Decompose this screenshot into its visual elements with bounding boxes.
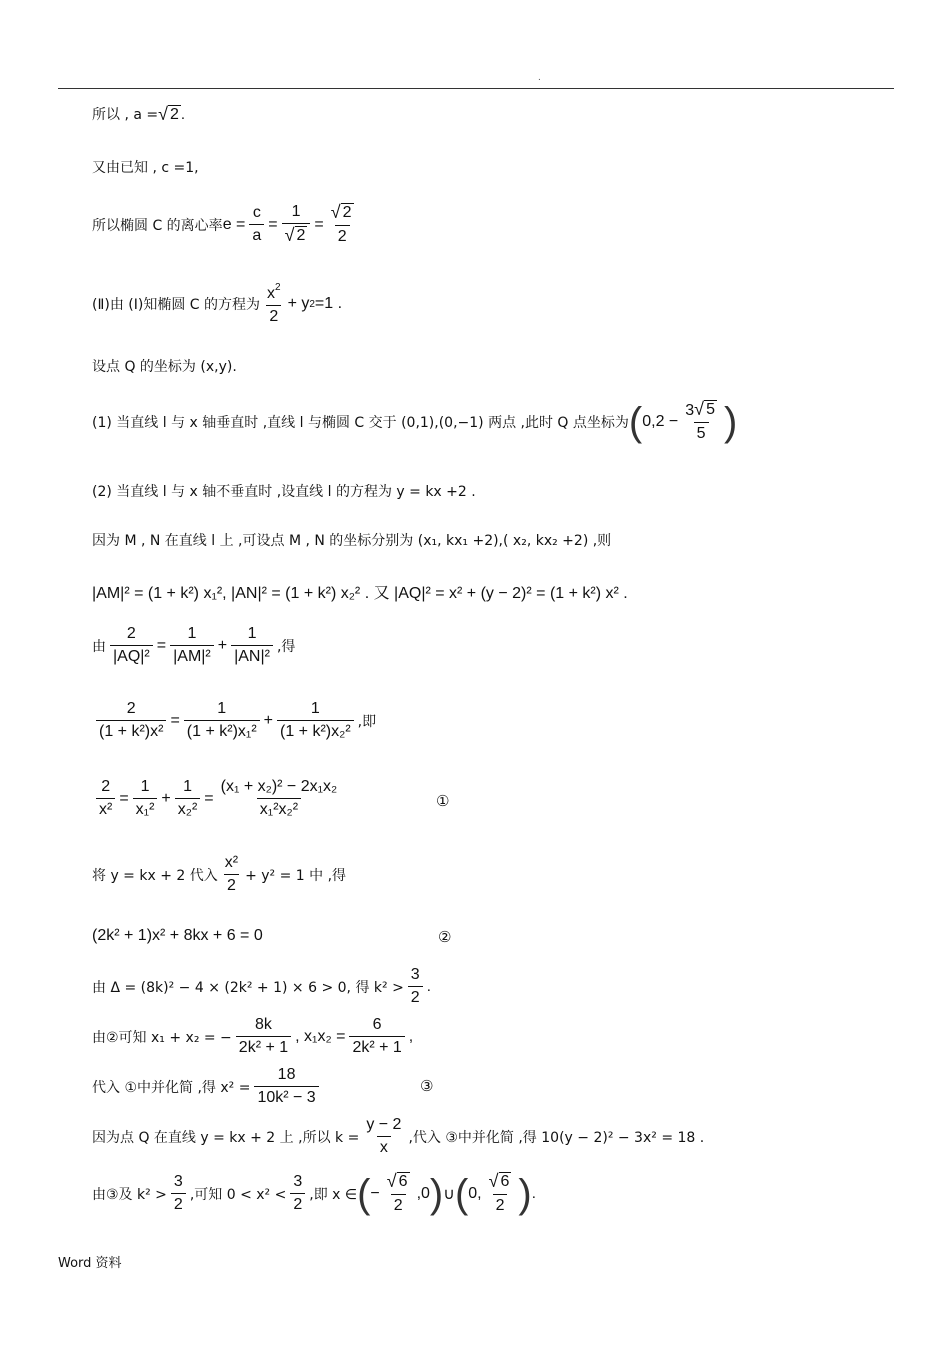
l4-end: =1 . [314, 295, 343, 312]
line-substituted-relation [92, 700, 376, 741]
l17-pre: 代入 ①中并化简 ,得 x² = [92, 1079, 251, 1096]
l3-eq1: = [268, 215, 278, 233]
line-ellipse-equation: (Ⅱ)由 (Ⅰ)知椭圆 C 的方程为 $\frac{x^2}{2}$ + y 2 =1 . [92, 282, 343, 325]
union-sign: ∪ [443, 1185, 455, 1203]
frac-sqrt6-2-b: √ 6 2 [488, 1171, 510, 1214]
line-case-not-vertical: (2) 当直线 l 与 x 轴不垂直时 ,设直线 l 的方程为 y = kx +2 . [92, 484, 476, 500]
l12-eq: = [119, 789, 129, 807]
right-paren: ) [723, 399, 738, 444]
l12-eq2: = [204, 789, 214, 807]
interval2-left: ( [454, 1171, 469, 1216]
frac-18: $\frac{18}{\text{10k² − 3}}$ [254, 1066, 318, 1107]
l10-plus: + [217, 636, 228, 654]
line-discriminant [92, 966, 431, 1007]
frac-1-am2: $\frac{1}{\text{|AM|²}}$ [170, 625, 214, 666]
frac-1-x22: $\frac{1}{\text{x₂²}}$ [175, 778, 201, 819]
interval1-left: ( [357, 1171, 371, 1216]
frac-8k: $\frac{8k}{\text{2k² + 1}}$ [236, 1016, 291, 1057]
line-range [92, 1172, 536, 1215]
l16-mid: , x₁x₂ = [295, 1027, 346, 1045]
frac-1-an2: $\frac{1}{\text{|AN|²}}$ [231, 625, 273, 666]
line-a-value [92, 104, 185, 124]
l1-post: . [180, 105, 186, 123]
frac-sqrt2-2: √ 2 2 [330, 202, 352, 245]
frac-6: $\frac{6}{\text{2k² + 1}}$ [349, 1016, 404, 1057]
frac-1-den1: $\frac{1}{\text{(1 + k²)x₁²}}$ [184, 700, 260, 741]
l18-pre: 因为点 Q 在直线 y = kx + 2 上 ,所以 k = [92, 1129, 360, 1146]
frac-x2-2: $\frac{x^2}{2}$ [267, 282, 281, 325]
line-substitute-line [92, 854, 346, 895]
l19-mid: ,可知 0 < x² < [189, 1186, 287, 1203]
line-mn-coordinates: 因为 M , N 在直线 l 上 ,可设点 M , N 的坐标分别为 (x₁, kx₁ +2),( x₂, kx₂ +2) ,则 [92, 533, 612, 549]
frac-2-x2: $\frac{2}{\text{x²}}$ [96, 778, 115, 819]
l12-plus: + [161, 789, 171, 807]
line-given-relation [92, 625, 295, 666]
frac-1-sqrt2: 1 √ 2 [282, 203, 311, 246]
l19-mid2: ,即 x ∈ [309, 1186, 358, 1203]
line-equation-2: (2k² + 1)x² + 8kx + 6 = 0 [92, 927, 263, 944]
l11-post: ,即 [357, 713, 377, 730]
interval1-right: ) [429, 1171, 444, 1216]
frac-3sqrt5-5: 3 √ 5 5 [685, 399, 715, 442]
frac-sum-over-prod: $\frac{\text{(x₁ + x₂)² − 2x₁x₂}}{\text{x₁²x₂²}}$ [220, 778, 338, 818]
frac-x2-over-2: $\frac{\text{x²}}{2}$ [224, 854, 239, 894]
l19-post: . [531, 1185, 536, 1202]
l13-post: + y² = 1 中 ,得 [245, 867, 347, 884]
sqrt-2: √ 2 [158, 103, 179, 124]
line-set-point-q: 设点 Q 的坐标为 (x,y). [92, 359, 237, 375]
l13-pre: 将 y = kx + 2 代入 [92, 867, 218, 884]
l10-post: ,得 [276, 638, 296, 655]
l11-plus: + [263, 711, 273, 729]
left-paren: ( [628, 399, 643, 444]
l4-pre: (Ⅱ)由 (Ⅰ)知椭圆 C 的方程为 [92, 297, 260, 313]
line-equation-1 [92, 778, 344, 819]
l18-post: ,代入 ③中并化简 ,得 10(y − 2)² − 3x² = 18 . [408, 1129, 705, 1146]
l11-eq: = [170, 711, 180, 729]
line-x-squared [92, 1066, 323, 1107]
l16-post: , [408, 1028, 413, 1045]
frac-y-minus-2-over-x: $\frac{y - 2}{x}$ [366, 1116, 402, 1156]
frac-c-a: $\frac{c}{a}$ [249, 204, 264, 245]
frac-sqrt6-2-a: √ 6 2 [386, 1171, 408, 1214]
l3-eq2: = [314, 215, 324, 233]
equation-tag-2: ② [438, 929, 452, 946]
equation-tag-3: ③ [420, 1078, 434, 1095]
l19-pre: 由③及 k² > [92, 1186, 167, 1203]
header-rule [58, 88, 894, 89]
frac-2-den: $\frac{2}{\text{(1 + k²)x²}}$ [96, 700, 166, 741]
l15-pre: 由 Δ = (8k)² − 4 × (2k² + 1) × 6 > 0, 得 k² > [92, 979, 404, 996]
line-distances: |AM|² = (1 + k²) x₁², |AN|² = (1 + k²) x₂² . 又 |AQ|² = x² + (y − 2)² = (1 + k²) x² . [92, 585, 628, 602]
l16-pre: 由②可知 x₁ + x₂ = − [92, 1029, 232, 1046]
frac-1-x12: $\frac{1}{\text{x₁²}}$ [133, 778, 158, 819]
interval2-right: ) [518, 1171, 532, 1216]
footer-label: Word 资料 [58, 1256, 122, 1271]
l15-post: . [426, 978, 431, 995]
line-case-vertical [92, 400, 737, 443]
frac-3-2-a: $\frac{3}{2}$ [408, 966, 423, 1007]
l4-post: + y [287, 295, 310, 312]
l1-pre: 所以 , a = [92, 107, 159, 123]
l10-eq: = [156, 636, 167, 654]
frac-1-den2: $\frac{1}{\text{(1 + k²)x₂²}}$ [277, 700, 354, 741]
line-vieta [92, 1016, 413, 1057]
frac-2-aq2: $\frac{2}{\text{|AQ|²}}$ [110, 625, 153, 666]
header-dot: . [538, 72, 541, 83]
interval1-minus: − [370, 1184, 380, 1202]
l10-pre: 由 [92, 638, 106, 655]
l3-pre: 所以椭圆 C 的离心率 [92, 217, 223, 234]
line-c-value: 又由已知 , c =1, [92, 160, 199, 176]
l3-e: e = [222, 215, 246, 233]
frac-3-2-c: $\frac{3}{2}$ [290, 1173, 305, 1214]
interval2-start: 0, [468, 1184, 482, 1202]
line-eccentricity [92, 203, 361, 246]
line-k-substitution [92, 1116, 704, 1157]
equation-tag-1: ① [436, 793, 450, 810]
l6-coord-pre: 0,2 − [642, 412, 679, 430]
l6-pre: (1) 当直线 l 与 x 轴垂直时 ,直线 l 与椭圆 C 交于 (0,1),(0,−1) 两点 ,此时 Q 点坐标为 [92, 414, 629, 431]
interval1-end: ,0 [416, 1184, 430, 1202]
frac-3-2-b: $\frac{3}{2}$ [171, 1173, 186, 1214]
